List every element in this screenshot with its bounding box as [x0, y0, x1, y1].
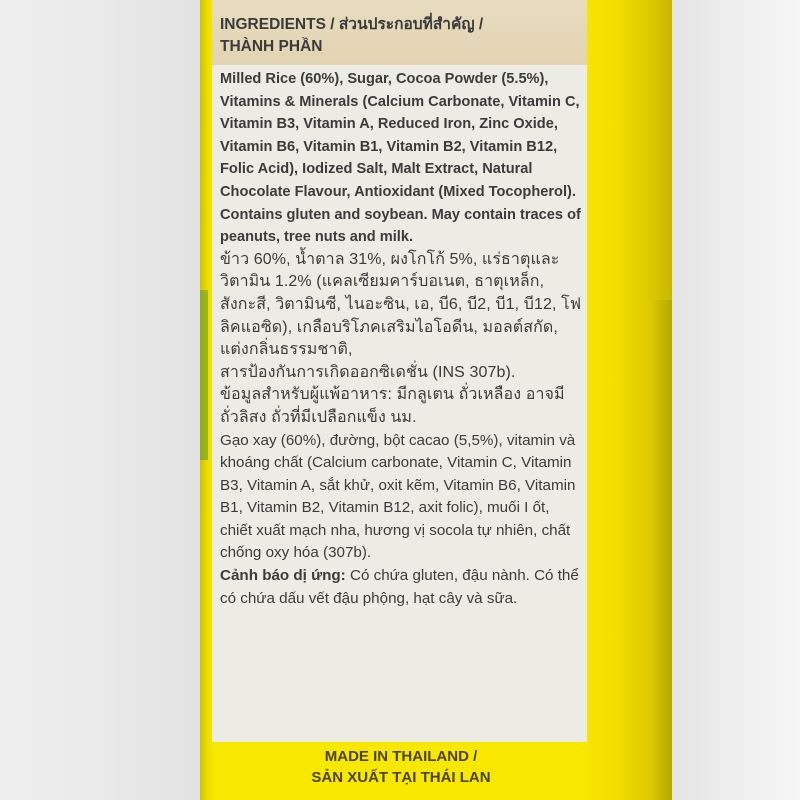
background-right: [672, 0, 800, 800]
origin-footer: [214, 742, 588, 788]
box-left-green-edge: [200, 290, 208, 460]
ingredients-body: [220, 68, 582, 610]
thai-antioxidant: สารป้องกันการเกิดออกซิเดชั่น (INS 307b).: [220, 363, 516, 381]
box-side-shadow: [652, 300, 672, 800]
ingredients-panel: [212, 0, 587, 742]
header-line-2: THÀNH PHẦN: [220, 38, 323, 55]
footer-line-2: SẢN XUẤT TẠI THÁI LAN: [311, 769, 491, 786]
thai-ingredients: ข้าว 60%, น้ำตาล 31%, ผงโกโก้ 5%, แร่ธาตุและวิตามิน 1.2% (แคลเซียมคาร์บอเนต, ธาตุเหล็ก, สังกะสี, วิตามินซี, ไนอะซิน, เอ, บี6, บี2, บี1, บี12, โฟลิคแอซิด), เกลือบริโภคเสริมไอโอดีน, มอลต์สกัด, แต่งกลิ่นธรรมชาติ,: [220, 250, 582, 359]
thai-allergen: ข้อมูลสำหรับผู้แพ้อาหาร: มีกลูเตน ถั่วเหลือง อาจมีถั่วลิสง ถั่วที่มีเปลือกแข็ง นม.: [220, 386, 565, 426]
background-left: [0, 0, 200, 800]
header-line-1: INGREDIENTS / ส่วนประกอบที่สำคัญ /: [220, 16, 484, 33]
vietnamese-ingredients: Gạo xay (60%), đường, bột cacao (5,5%), vitamin và khoáng chất (Calcium carbonate, Vitamin C, Vitamin B3, Vitamin A, sắt khử, oxit kẽm, Vitamin B6, Vitamin B1, Vitamin B2, Vitamin B12, axit folic), muối I ốt, chiết xuất mạch nha, hương vị socola tự nhiên, chất chống oxy hóa (307b).: [220, 431, 576, 562]
vietnamese-allergen-text: Có chứa gluten, đậu nành. Có thể có chứa dấu vết đậu phộng, hạt cây và sữa.: [220, 567, 579, 607]
vietnamese-allergen: [220, 565, 582, 610]
english-allergen: Contains gluten and soybean. May contain traces of peanuts, tree nuts and milk.: [220, 206, 581, 246]
english-ingredients: Milled Rice (60%), Sugar, Cocoa Powder (5.5%), Vitamins & Minerals (Calcium Carbonate, Vitamin C, Vitamin B3, Vitamin A, Reduced Iron, Zinc Oxide, Vitamin B6, Vitamin B1, Vitamin B2, Vitamin B12, Folic Acid), Iodized Salt, Malt Extract, Natural Chocolate Flavour, Antioxidant (Mixed Tocopherol).: [220, 71, 580, 200]
vietnamese-allergen-label: Cảnh báo dị ứng:: [220, 567, 346, 585]
ingredients-header: [220, 14, 580, 58]
footer-line-1: MADE IN THAILAND /: [324, 748, 478, 765]
